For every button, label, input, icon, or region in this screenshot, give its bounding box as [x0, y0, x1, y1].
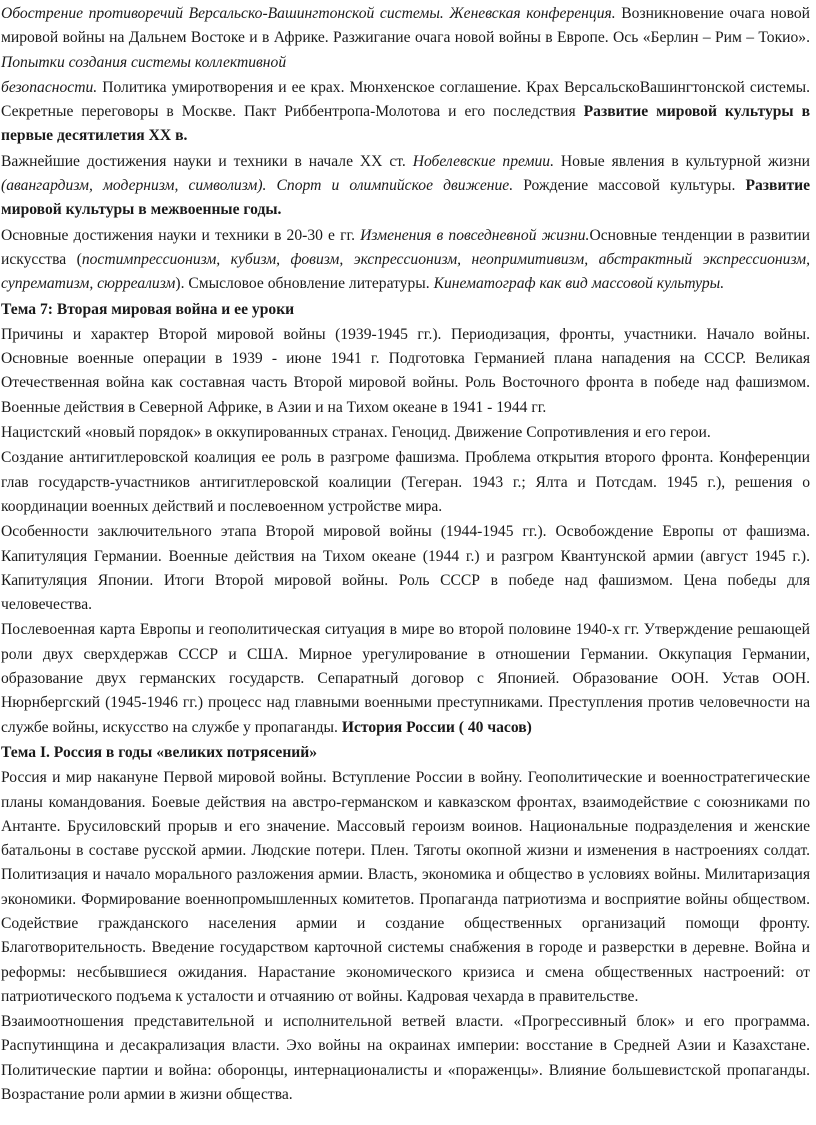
italic-text: Обострение противоречий Версальско-Вашингтонской системы. Женевская конференция.	[1, 5, 616, 22]
paragraph-power-relations: Взаимоотношения представительной и исполнительной ветвей власти. «Прогрессивный блок» и его программа. Распутинщина и десакрализация власти. Эхо войны на окраинах империи: восстание в Средней Азии и Казахстане. Политические партии и война: оборонцы, интернационалисты и «пораженцы». Влияние большевистской пропаганды. Возрастание роли армии в жизни общества.	[1, 1013, 810, 1104]
body-text: ). Смысловое обновление литературы.	[175, 275, 434, 293]
paragraph-wwii-causes: Причины и характер Второй мировой войны (1939-1945 гг.). Периодизация, фронты, участники. Начало войны. Основные военные операции в 1939 - июне 1941 г. Подготовка Германией плана нападения на СССР. Великая Отечественная война как составная часть Второй мировой войны. Роль Восточного фронта в победе над фашизмом. Военные действия в Северной Африке, в Азии и на Тихом океане в 1941 - 1944 гг.	[1, 325, 810, 416]
body-text: Основные тенденции в развитии искусства (	[1, 226, 811, 268]
body-text: Послевоенная карта Европы и геополитическая ситуация в мире во второй половине 1940-х гг. Утверждение решающей роли двух сверхдержав СССР и США. Мирное урегулирование в отношении Германии. Оккупация Германии, образование двух германских государств. Сепаратный договор с Японией. Образование ООН. Устав ООН. Нюрнбергский (1945-1946 гг.) процесс над главными военными преступниками. Преступления против человечности на службе войны, искусство на службе у пропаганды.	[1, 621, 810, 736]
italic-text: (авангардизм, модернизм, символизм). Спорт и олимпийское движение.	[1, 177, 514, 195]
paragraph-versailles-crisis	[1, 2, 810, 75]
italic-text: постимпрессионизм, кубизм, фовизм, экспрессионизм, неопримитивизм, абстрактный экспрессионизм, супрематизм, сюрреализм	[1, 250, 811, 293]
italic-text: безопасности.	[1, 78, 98, 96]
body-text: Важнейшие достижения науки и техники в начале XX ст.	[1, 152, 413, 170]
body-text: Возникновение очага новой мировой войны на Дальнем Востоке и в Африке. Разжигание очага новой войны в Европе. Ось «Берлин – Рим – Токио».	[1, 5, 811, 47]
paragraph-final-stage: Особенности заключительного этапа Второй мировой войны (1944-1945 гг.). Освобождение Европы от фашизма. Капитуляция Германии. Военные действия на Тихом океане (1944 г.) и разгром Квантунской армии (август 1945 г.). Капитуляция Японии. Итоги Второй мировой войны. Роль СССР в победе над фашизмом. Цена победы для человечества.	[1, 523, 810, 614]
paragraph-russia-wwi: Россия и мир накануне Первой мировой войны. Вступление России в войну. Геополитические и военностратегические планы командования. Боевые действия на австро-германском и кавказском фронтах, взаимодействие с союзниками по Антанте. Брусиловский прорыв и его значение. Массовый героизм воинов. Национальные подразделения и женские батальоны в составе русской армии. Людские потери. Плен. Тяготы окопной жизни и изменения в настроениях солдат. Политизация и начало морального разложения армии. Власть, экономика и общество в условиях войны. Милитаризация экономики. Формирование военнопромышленных комитетов. Пропаганда патриотизма и восприятие войны обществом. Содействие гражданского населения армии и создание общественных организаций помощи фронту. Благотворительность. Введение государством карточной системы снабжения в городе и разверстки в деревне. Война и реформы: несбывшиеся ожидания. Нарастание экономического кризиса и смена общественных настроений: от патриотического подъема к усталости и отчаянию от войны. Кадровая чехарда в правительстве.	[1, 769, 810, 1005]
section-heading-russia-history: История России ( 40 часов)	[341, 718, 532, 736]
heading-text: Тема I. Россия в годы «великих потрясений»	[1, 743, 318, 761]
italic-text: Кинематограф как вид массовой культуры.	[433, 275, 725, 293]
heading-topic-i	[1, 741, 810, 765]
paragraph-new-order: Нацистский «новый порядок» в оккупированных странах. Геноцид. Движение Сопротивления и его герои.	[1, 424, 711, 442]
heading-text: Тема 7: Вторая мировая война и ее уроки	[1, 300, 295, 318]
section-heading-culture: Развитие мировой культуры в первые десятилетия XX в.	[1, 103, 810, 145]
italic-text: Нобелевские премии.	[412, 152, 554, 170]
body-text: Новые явления в культурной жизни	[554, 152, 810, 170]
italic-text: Изменения в повседневной жизни.	[360, 226, 590, 244]
section-heading-interwar-culture: Развитие мировой культуры в межвоенные годы.	[1, 177, 811, 219]
paragraph-collective-security	[1, 76, 810, 149]
paragraph-postwar	[1, 618, 810, 739]
body-text: Основные достижения науки и техники в 20-30 е гг.	[1, 226, 361, 244]
italic-text: Попытки создания системы коллективной	[1, 53, 287, 71]
heading-topic-7	[1, 298, 810, 322]
paragraph-coalition: Создание антигитлеровской коалиция ее роль в разгроме фашизма. Проблема открытия второго фронта. Конференции глав государств-участников антигитлеровской коалиции (Тегеран. 1943 г.; Ялта и Потсдам. 1945 г.), решения о координации военных действий и послевоенном устройстве мира.	[1, 449, 810, 515]
body-text: Политика умиротворения и ее крах. Мюнхенское соглашение. Крах ВерсальскоВашингтонской системы. Секретные переговоры в Москве. Пакт Риббентропа-Молотова и его последствия	[1, 78, 810, 121]
paragraph-interwar-art	[1, 224, 810, 297]
body-text: Рождение массовой культуры.	[513, 177, 746, 195]
paragraph-science-xx	[1, 150, 810, 223]
